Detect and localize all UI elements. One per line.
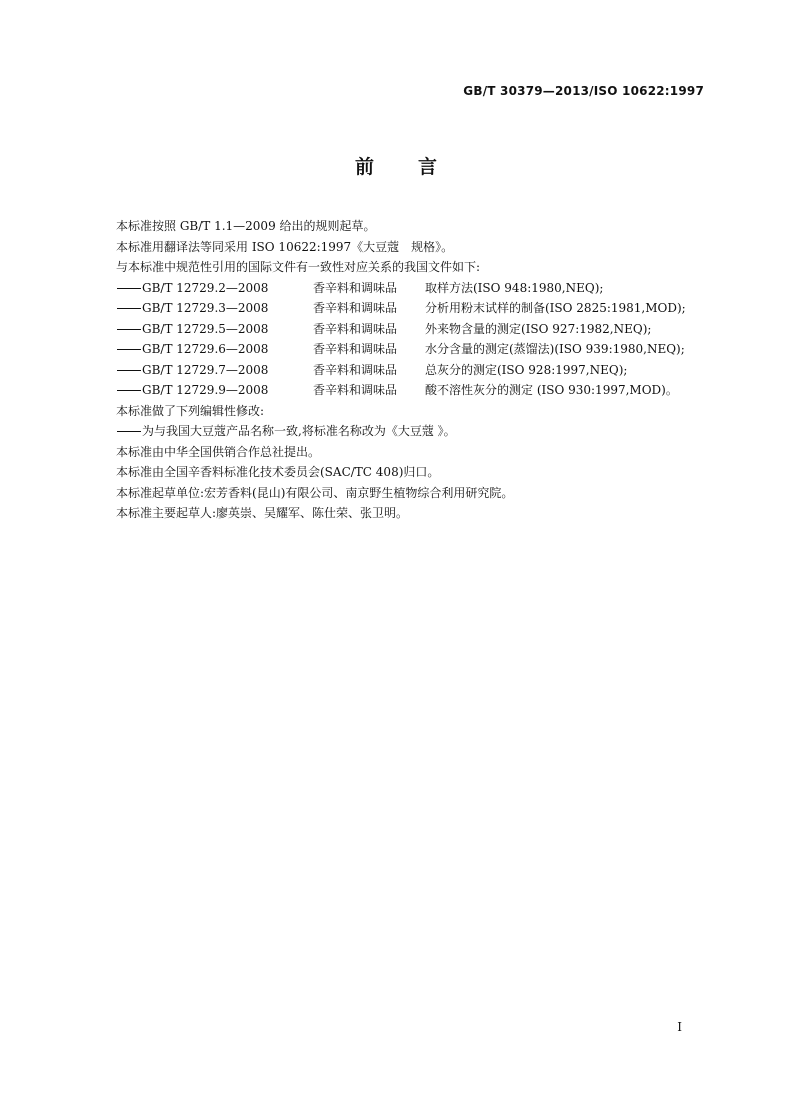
- page-title: [0, 152, 792, 179]
- proposer-paragraph: 本标准由中华全国供销合作总社提出。: [116, 444, 321, 459]
- edit-item: [116, 421, 716, 442]
- standard-code-header: GB/T 30379—2013/ISO 10622:1997: [463, 84, 704, 98]
- reference-name: 总灰分的测定(ISO 928:1997,NEQ);: [425, 362, 628, 377]
- reference-item: [116, 380, 716, 401]
- references-intro: 与本标准中规范性引用的国际文件有一致性对应关系的我国文件如下:: [116, 260, 481, 274]
- page-number: I: [677, 1020, 682, 1034]
- reference-name: 水分含量的测定(蒸馏法)(ISO 939:1980,NEQ);: [425, 342, 685, 356]
- em-dash-marker: [116, 339, 142, 360]
- reference-code: GB/T 12729.6—2008: [142, 342, 269, 356]
- edit-item-text: 为与我国大豆蔻产品名称一致,将标准名称改为《大豆蔻 》。: [142, 424, 456, 438]
- reference-code: GB/T 12729.9—2008: [142, 383, 269, 397]
- drafters-paragraph: 本标准主要起草人:廖英崇、吴耀军、陈仕荣、张卫明。: [116, 506, 409, 520]
- title-char-1: 前: [354, 156, 374, 178]
- reference-category: 香辛料和调味品: [313, 342, 398, 356]
- reference-code: GB/T 12729.2—2008: [142, 280, 269, 295]
- committee-paragraph: 本标准由全国辛香料标准化技术委员会(SAC/TC 408)归口。: [116, 465, 440, 479]
- reference-item: [116, 298, 716, 319]
- reference-name: 酸不溶性灰分的测定 (ISO 930:1997,MOD)。: [425, 383, 678, 397]
- reference-code: GB/T 12729.5—2008: [142, 321, 269, 336]
- em-dash-marker: [116, 278, 142, 299]
- em-dash-marker: [116, 421, 142, 442]
- em-dash-marker: [116, 319, 142, 340]
- reference-category: 香辛料和调味品: [313, 280, 398, 295]
- reference-item: [116, 360, 716, 381]
- reference-name: 外来物含量的测定(ISO 927:1982,NEQ);: [425, 321, 652, 336]
- reference-category: 香辛料和调味品: [313, 301, 398, 315]
- reference-category: 香辛料和调味品: [313, 362, 398, 377]
- title-char-2: 言: [418, 156, 438, 178]
- em-dash-marker: [116, 298, 142, 319]
- reference-code: GB/T 12729.7—2008: [142, 362, 269, 377]
- reference-code: GB/T 12729.3—2008: [142, 301, 269, 315]
- em-dash-marker: [116, 380, 142, 401]
- foreword-body: [116, 216, 716, 524]
- em-dash-marker: [116, 360, 142, 381]
- reference-item: [116, 278, 716, 299]
- reference-item: [116, 319, 716, 340]
- drafting-rule-paragraph: 本标准按照 GB/T 1.1—2009 给出的规则起草。: [116, 219, 376, 233]
- reference-item: [116, 339, 716, 360]
- reference-category: 香辛料和调味品: [313, 321, 398, 336]
- adoption-paragraph: 本标准用翻译法等同采用 ISO 10622:1997《大豆蔻 规格》。: [116, 239, 454, 254]
- reference-category: 香辛料和调味品: [313, 383, 398, 397]
- reference-name: 分析用粉末试样的制备(ISO 2825:1981,MOD);: [425, 301, 686, 315]
- edits-intro: 本标准做了下列编辑性修改:: [116, 403, 265, 418]
- reference-name: 取样方法(ISO 948:1980,NEQ);: [425, 280, 604, 295]
- drafting-units-paragraph: 本标准起草单位:宏芳香料(昆山)有限公司、南京野生植物综合利用研究院。: [116, 485, 514, 500]
